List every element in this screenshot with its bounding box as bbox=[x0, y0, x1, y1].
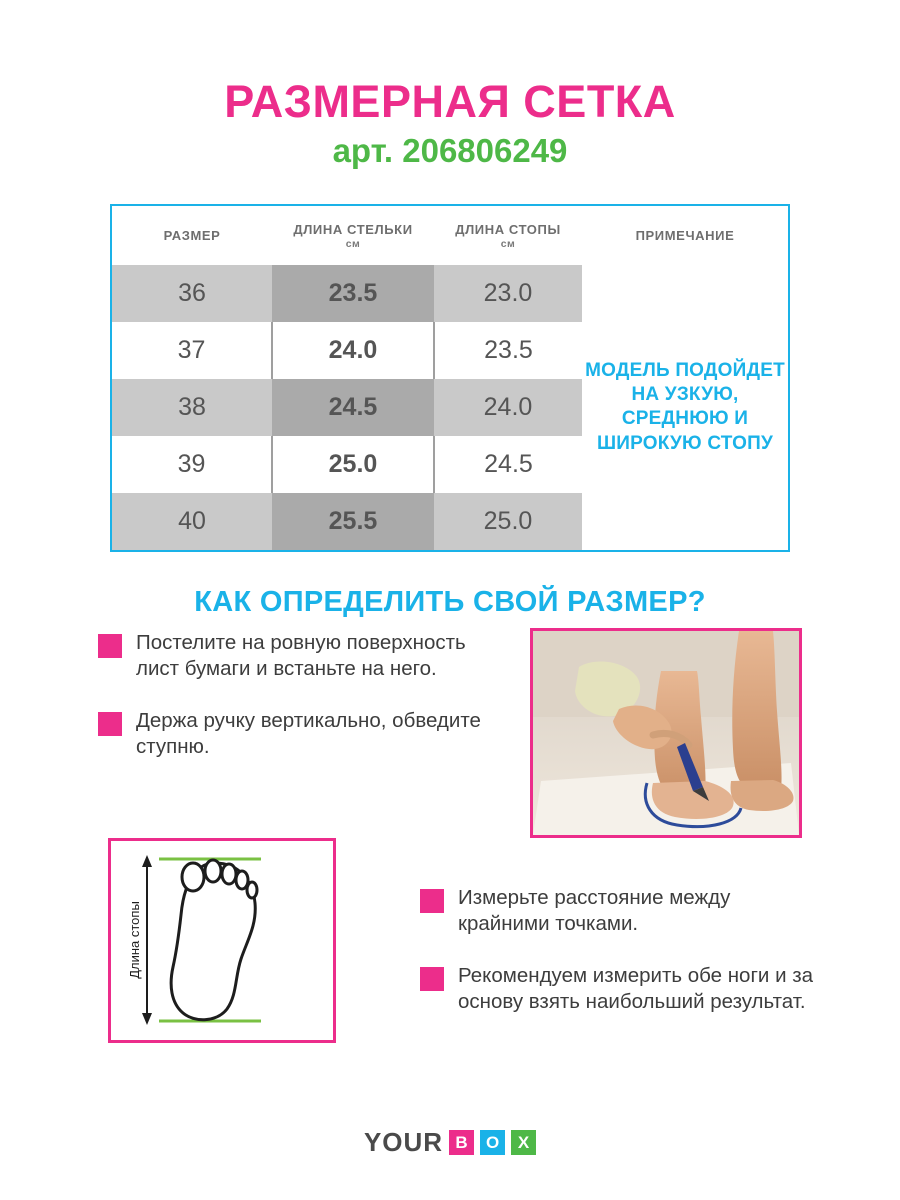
size-table-container bbox=[110, 204, 790, 552]
foot-outline-illustration bbox=[111, 841, 333, 1040]
cell-size: 37 bbox=[112, 322, 272, 379]
list-item bbox=[420, 885, 820, 937]
square-bullet-icon bbox=[420, 889, 444, 913]
cell-foot-length: 23.0 bbox=[434, 265, 582, 322]
cell-insole-length: 24.0 bbox=[272, 322, 434, 379]
step-text: Постелите на ровную поверхность лист бумаги и встаньте на него. bbox=[136, 631, 466, 681]
table-row bbox=[112, 265, 788, 322]
cell-insole-length: 25.5 bbox=[272, 493, 434, 550]
square-bullet-icon bbox=[98, 712, 122, 736]
square-bullet-icon bbox=[420, 967, 444, 991]
diagram-label: Длина стопы bbox=[127, 901, 142, 979]
cell-size: 38 bbox=[112, 379, 272, 436]
cell-insole-length: 24.5 bbox=[272, 379, 434, 436]
cell-size: 39 bbox=[112, 436, 272, 493]
column-header-size: РАЗМЕР bbox=[163, 228, 221, 244]
cell-foot-length: 24.0 bbox=[434, 379, 582, 436]
page-title: РАЗМЕРНАЯ СЕТКА bbox=[224, 76, 676, 127]
cell-foot-length: 25.0 bbox=[434, 493, 582, 550]
steps-bottom bbox=[420, 885, 820, 1041]
note-text: МОДЕЛЬ ПОДОЙДЕТ НА УЗКУЮ, СРЕДНЮЮ И ШИРОКУЮ СТОПУ bbox=[585, 359, 785, 454]
column-header-insole-length: ДЛИНА СТЕЛЬКИ см bbox=[272, 206, 434, 265]
insole-unit: см bbox=[345, 237, 361, 250]
cell-insole-length: 25.0 bbox=[272, 436, 434, 493]
cell-size: 40 bbox=[112, 493, 272, 550]
column-header-foot-length: ДЛИНА СТОПЫ см bbox=[434, 206, 582, 265]
logo-letter-o: O bbox=[480, 1130, 505, 1155]
note-cell bbox=[582, 265, 788, 550]
logo-word: YOUR bbox=[363, 1127, 444, 1157]
logo-letter-x: X bbox=[511, 1130, 536, 1155]
foot-tracing-photo bbox=[530, 628, 802, 838]
brand-logo bbox=[0, 1127, 900, 1158]
step-text: Измерьте расстояние между крайними точками. bbox=[458, 886, 731, 936]
size-table bbox=[112, 206, 788, 550]
cell-foot-length: 24.5 bbox=[434, 436, 582, 493]
foot-unit: см bbox=[500, 237, 516, 250]
how-to-heading: КАК ОПРЕДЕЛИТЬ СВОЙ РАЗМЕР? bbox=[194, 585, 706, 618]
article-number: арт. 206806249 bbox=[332, 132, 568, 170]
table-header-row bbox=[112, 206, 788, 265]
foot-tracing-illustration bbox=[533, 631, 799, 835]
column-header-note: ПРИМЕЧАНИЕ bbox=[635, 228, 735, 244]
list-item bbox=[420, 963, 820, 1015]
logo-letter-b: B bbox=[449, 1130, 474, 1155]
foot-length-diagram bbox=[108, 838, 336, 1043]
list-item bbox=[98, 708, 498, 760]
list-item bbox=[98, 630, 498, 682]
step-text: Рекомендуем измерить обе ноги и за основу взять наибольший результат. bbox=[458, 964, 814, 1014]
cell-foot-length: 23.5 bbox=[434, 322, 582, 379]
cell-size: 36 bbox=[112, 265, 272, 322]
header bbox=[0, 0, 900, 170]
square-bullet-icon bbox=[98, 634, 122, 658]
steps-top bbox=[98, 630, 498, 786]
cell-insole-length: 23.5 bbox=[272, 265, 434, 322]
step-text: Держа ручку вертикально, обведите ступню. bbox=[136, 709, 481, 759]
